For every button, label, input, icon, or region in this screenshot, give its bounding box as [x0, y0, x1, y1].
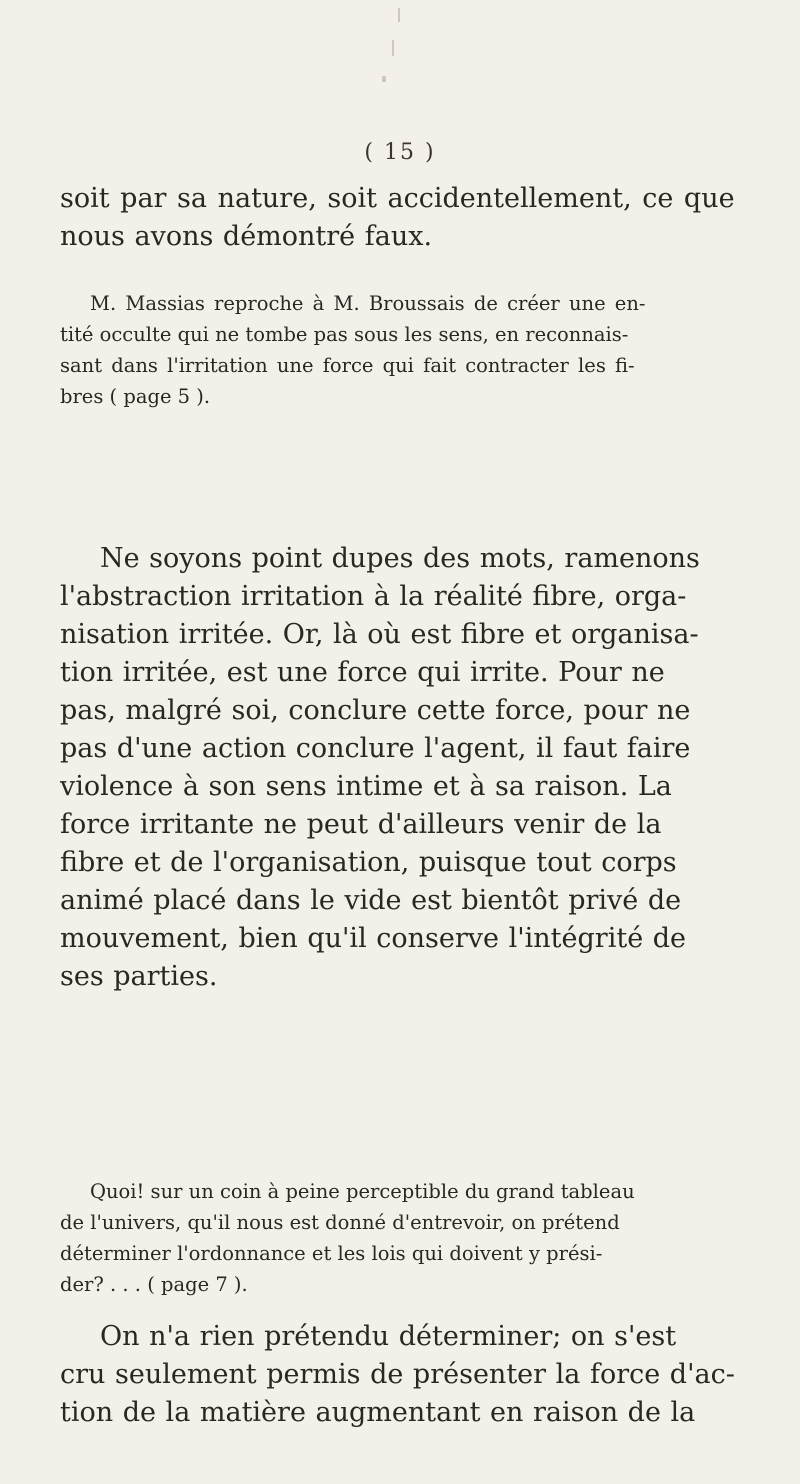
ink-speck — [398, 8, 400, 22]
text-line: bres ( page 5 ). — [60, 385, 211, 408]
text-line: cru seulement permis de présenter la force d'ac- — [60, 1359, 735, 1390]
text-line: pas d'une action conclure l'agent, il faut faire — [60, 733, 691, 764]
paragraph-continuation — [60, 180, 740, 256]
text-line: sant dans l'irritation une force qui fait contracter les fi- — [60, 354, 635, 377]
text-line: déterminer l'ordonnance et les lois qui doivent y prési- — [60, 1242, 603, 1265]
reply-paragraph — [60, 540, 740, 996]
text-line: der? . . . ( page 7 ). — [60, 1273, 248, 1296]
text-line: pas, malgré soi, conclure cette force, pour ne — [60, 695, 691, 726]
reply-paragraph — [60, 1318, 740, 1432]
text-line: Quoi! sur un coin à peine perceptible du grand tableau — [90, 1180, 635, 1203]
text-line: de l'univers, qu'il nous est donné d'entrevoir, on prétend — [60, 1211, 620, 1234]
text-line: l'abstraction irritation à la réalité fibre, orga- — [60, 581, 687, 612]
quote-paragraph — [60, 1176, 740, 1300]
text-line: tion de la matière augmentant en raison de la — [60, 1397, 696, 1428]
text-line: nous avons démontré faux. — [60, 221, 433, 252]
page-number: ( 15 ) — [364, 140, 436, 165]
text-line: animé placé dans le vide est bientôt privé de — [60, 885, 682, 916]
text-line: soit par sa nature, soit accidentellement, ce que — [60, 183, 735, 214]
quote-paragraph — [60, 288, 740, 412]
text-line: M. Massias reproche à M. Broussais de créer une en- — [90, 292, 646, 315]
text-line: mouvement, bien qu'il conserve l'intégrité de — [60, 923, 687, 954]
text-line: ses parties. — [60, 961, 218, 992]
text-line: violence à son sens intime et à sa raison. La — [60, 771, 672, 802]
text-line: fibre et de l'organisation, puisque tout corps — [60, 847, 677, 878]
text-line: tité occulte qui ne tombe pas sous les sens, en reconnais- — [60, 323, 629, 346]
text-line: tion irritée, est une force qui irrite. Pour ne — [60, 657, 665, 688]
ink-speck — [382, 76, 386, 82]
text-line: On n'a rien prétendu déterminer; on s'est — [100, 1321, 677, 1352]
ink-speck — [392, 40, 394, 56]
text-line: Ne soyons point dupes des mots, ramenons — [100, 543, 700, 574]
text-line: force irritante ne peut d'ailleurs venir de la — [60, 809, 662, 840]
text-line: nisation irritée. Or, là où est fibre et organisa- — [60, 619, 699, 650]
